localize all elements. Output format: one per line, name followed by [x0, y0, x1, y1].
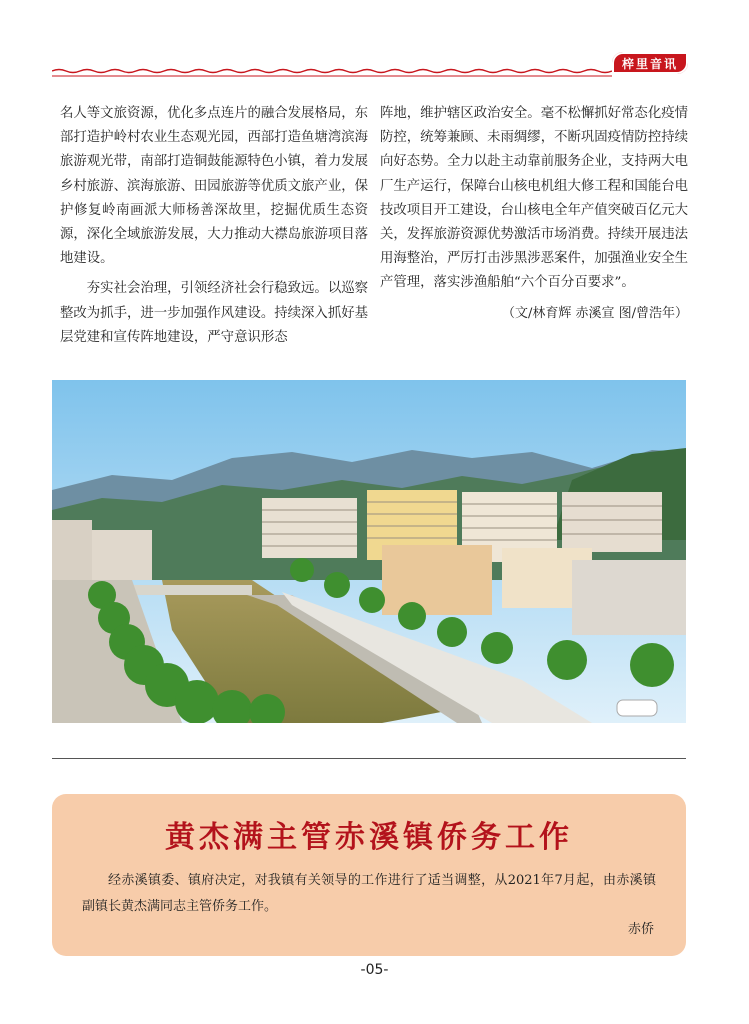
- paragraph: 阵地，维护辖区政治安全。毫不松懈抓好常态化疫情防控，统筹兼顾、未雨绸缪，不断巩固疫情防控持续向好态势。全力以赴主动靠前服务企业，支持两大电厂生产运行，保障台山核电机组大修工程和国能台电技改项目开工建设，台山核电全年产值突破百亿元大关，发挥旅游资源优势激活市场消费。持续开展违法用海整治，严厉打击涉黑涉恶案件，加强渔业安全生产管理，落实涉渔船舶“六个百分百要求”。: [380, 106, 688, 291]
- section-divider: [52, 758, 686, 759]
- paragraph: 名人等文旅资源，优化多点连片的融合发展格局，东部打造护岭村农业生态观光园，西部打造鱼塘湾滨海旅游观光带，南部打造铜鼓能源特色小镇，着力发展乡村旅游、滨海旅游、田园旅游等优质文旅产业，保护修复岭南画派大师杨善深故里，挖掘优质生态资源，深化全域旅游发展，大力推动大襟岛旅游项目落地建设。: [60, 106, 368, 267]
- notice-title: 黄杰满主管赤溪镇侨务工作: [165, 820, 573, 855]
- notice-box: [52, 794, 686, 956]
- notice-body: 经赤溪镇委、镇府决定，对我镇有关领导的工作进行了适当调整，从2021年7月起，由赤溪镇副镇长黄杰满同志主管侨务工作。: [82, 873, 656, 914]
- header-wave-line: [52, 68, 612, 78]
- article-left-column: [60, 102, 368, 350]
- town-river-photo: [52, 380, 686, 723]
- article-credit: （文/林育辉 赤溪宣 图/曾浩年）: [501, 305, 688, 321]
- article-right-column: [380, 102, 688, 326]
- paragraph: 夯实社会治理，引领经济社会行稳致远。以巡察整改为抓手，进一步加强作风建设。持续深入抓好基层党建和宣传阵地建设，严守意识形态: [60, 281, 368, 345]
- page-number: -05-: [360, 962, 389, 978]
- notice-signature: 赤侨: [627, 922, 654, 937]
- section-tag: 梓里音讯: [612, 52, 688, 74]
